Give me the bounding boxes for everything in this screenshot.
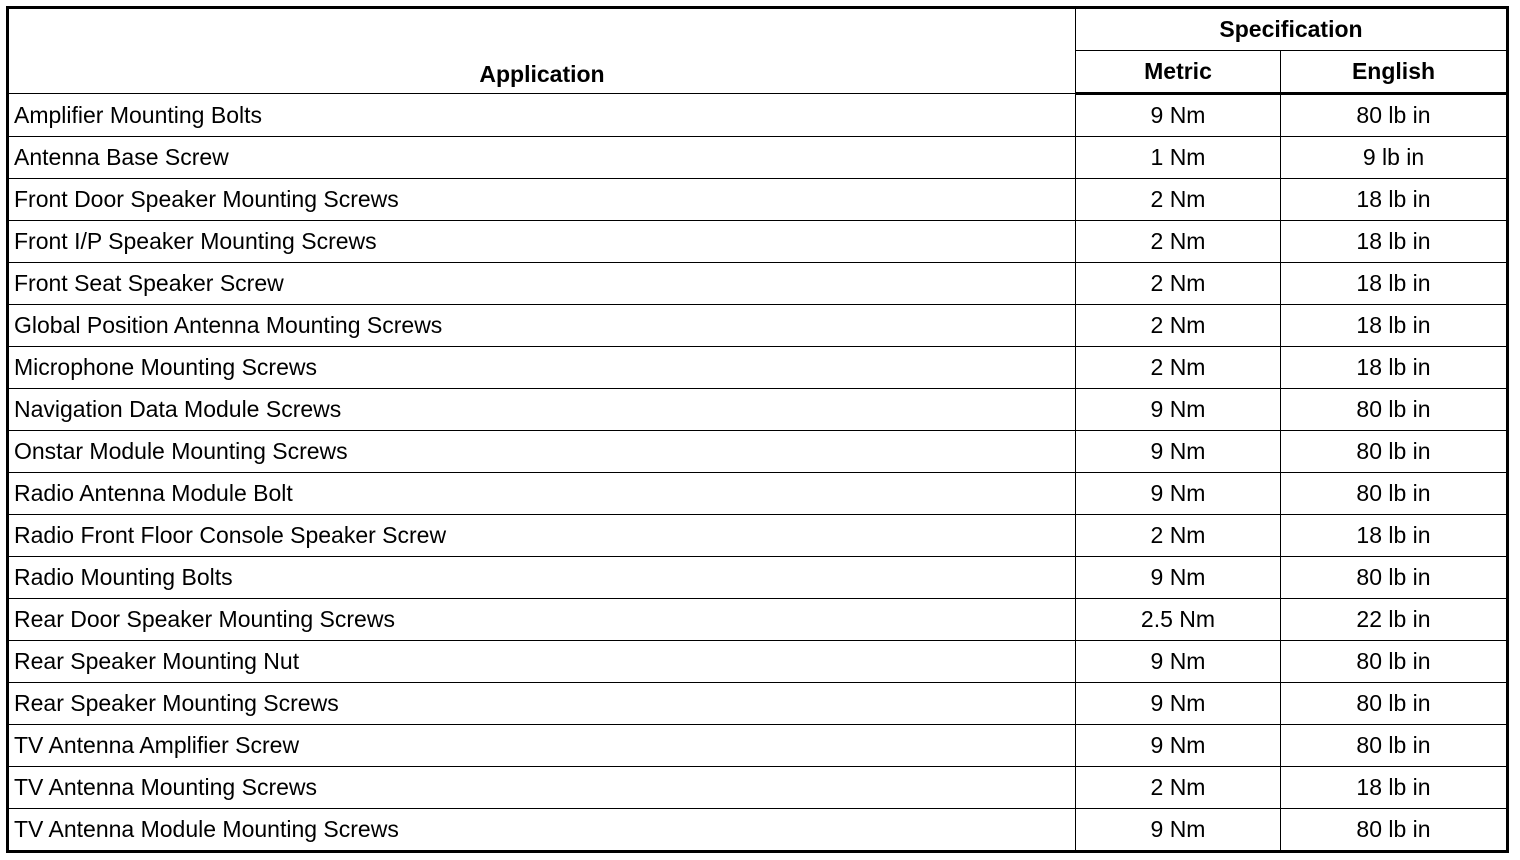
english-cell: 18 lb in (1281, 179, 1508, 221)
metric-cell: 2 Nm (1076, 263, 1281, 305)
table-row (8, 221, 1508, 263)
application-cell: TV Antenna Amplifier Screw (8, 725, 1076, 767)
application-cell: Front I/P Speaker Mounting Screws (8, 221, 1076, 263)
table-row (8, 767, 1508, 809)
metric-column-header: Metric (1076, 51, 1281, 94)
metric-cell: 9 Nm (1076, 473, 1281, 515)
application-cell: Front Door Speaker Mounting Screws (8, 179, 1076, 221)
english-cell: 18 lb in (1281, 305, 1508, 347)
table-row (8, 305, 1508, 347)
table-row (8, 473, 1508, 515)
metric-cell: 9 Nm (1076, 94, 1281, 137)
application-cell: Microphone Mounting Screws (8, 347, 1076, 389)
table-row (8, 347, 1508, 389)
metric-cell: 9 Nm (1076, 641, 1281, 683)
application-cell: Global Position Antenna Mounting Screws (8, 305, 1076, 347)
application-column-header: Application (8, 8, 1076, 94)
table-row (8, 179, 1508, 221)
table-header (8, 8, 1508, 94)
metric-cell: 2 Nm (1076, 767, 1281, 809)
application-cell: Onstar Module Mounting Screws (8, 431, 1076, 473)
application-cell: Amplifier Mounting Bolts (8, 94, 1076, 137)
english-cell: 9 lb in (1281, 137, 1508, 179)
english-cell: 80 lb in (1281, 431, 1508, 473)
fastener-specifications-table (6, 6, 1509, 853)
metric-cell: 1 Nm (1076, 137, 1281, 179)
metric-cell: 9 Nm (1076, 389, 1281, 431)
application-cell: Radio Antenna Module Bolt (8, 473, 1076, 515)
table-row (8, 683, 1508, 725)
metric-cell: 2 Nm (1076, 347, 1281, 389)
table-row (8, 725, 1508, 767)
metric-cell: 2 Nm (1076, 179, 1281, 221)
english-cell: 80 lb in (1281, 725, 1508, 767)
table-row (8, 599, 1508, 641)
english-cell: 18 lb in (1281, 263, 1508, 305)
table-row (8, 809, 1508, 852)
specification-column-header: Specification (1076, 8, 1508, 51)
table-row (8, 137, 1508, 179)
table-body (8, 94, 1508, 852)
table-row (8, 641, 1508, 683)
english-cell: 18 lb in (1281, 221, 1508, 263)
application-cell: Front Seat Speaker Screw (8, 263, 1076, 305)
english-cell: 80 lb in (1281, 809, 1508, 852)
metric-cell: 9 Nm (1076, 683, 1281, 725)
application-cell: Navigation Data Module Screws (8, 389, 1076, 431)
header-row-top (8, 8, 1508, 51)
english-cell: 80 lb in (1281, 557, 1508, 599)
table-row (8, 94, 1508, 137)
english-cell: 80 lb in (1281, 641, 1508, 683)
application-cell: Radio Mounting Bolts (8, 557, 1076, 599)
table-row (8, 263, 1508, 305)
english-cell: 80 lb in (1281, 683, 1508, 725)
metric-cell: 2 Nm (1076, 515, 1281, 557)
application-cell: Rear Door Speaker Mounting Screws (8, 599, 1076, 641)
english-cell: 18 lb in (1281, 515, 1508, 557)
application-cell: Radio Front Floor Console Speaker Screw (8, 515, 1076, 557)
application-cell: TV Antenna Module Mounting Screws (8, 809, 1076, 852)
metric-cell: 9 Nm (1076, 431, 1281, 473)
metric-cell: 9 Nm (1076, 809, 1281, 852)
application-cell: Rear Speaker Mounting Nut (8, 641, 1076, 683)
table-row (8, 431, 1508, 473)
english-cell: 18 lb in (1281, 767, 1508, 809)
metric-cell: 9 Nm (1076, 557, 1281, 599)
english-column-header: English (1281, 51, 1508, 94)
metric-cell: 2.5 Nm (1076, 599, 1281, 641)
english-cell: 80 lb in (1281, 473, 1508, 515)
english-cell: 80 lb in (1281, 94, 1508, 137)
metric-cell: 9 Nm (1076, 725, 1281, 767)
table-row (8, 557, 1508, 599)
application-cell: TV Antenna Mounting Screws (8, 767, 1076, 809)
english-cell: 18 lb in (1281, 347, 1508, 389)
english-cell: 22 lb in (1281, 599, 1508, 641)
table-row (8, 515, 1508, 557)
table-row (8, 389, 1508, 431)
application-cell: Rear Speaker Mounting Screws (8, 683, 1076, 725)
metric-cell: 2 Nm (1076, 305, 1281, 347)
application-cell: Antenna Base Screw (8, 137, 1076, 179)
metric-cell: 2 Nm (1076, 221, 1281, 263)
english-cell: 80 lb in (1281, 389, 1508, 431)
